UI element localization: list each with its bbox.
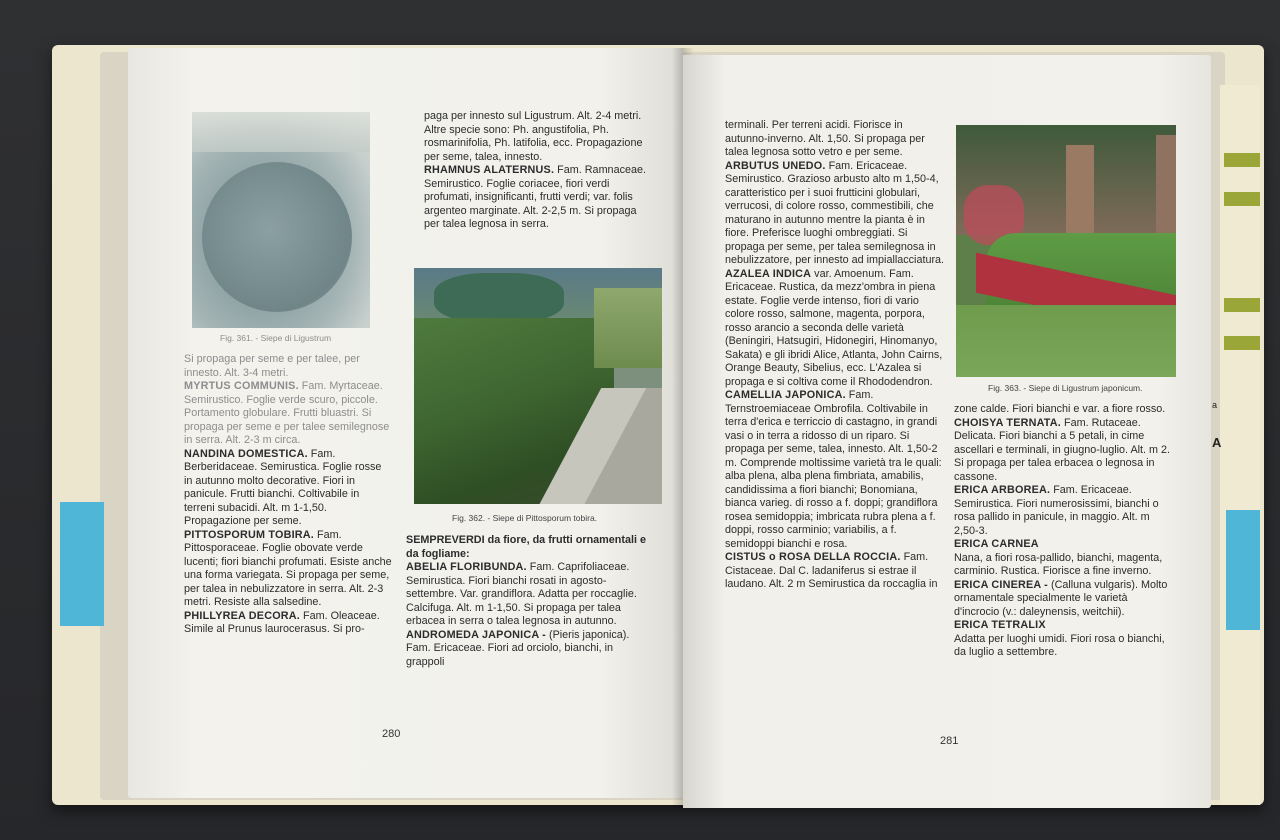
caption-fig-361: Fig. 361. - Siepe di Ligustrum — [220, 333, 332, 343]
section-sempreverdi: SEMPREVERDI da fiore, da frutti ornamentali e da fogliame: — [406, 534, 646, 560]
cover-stripe-1 — [1224, 153, 1260, 167]
entry-myrtus: MYRTUS COMMUNIS. Fam. Myrtaceae. Semirustico. Foglie verde scuro, piccole. Portamento globulare. Frutti bluastri. Si propaga per seme e per talee semilegnose in serra. Alt. 2-3 m circa. — [184, 380, 390, 446]
entry-nandina: NANDINA DOMESTICA. Fam. Berberidaceae. Semirustica. Foglie rosse in autunno molto decorative. Fiori in panicule. Frutti bianchi. Coltivabile in terreni subacidi. Alt. m 1-1,50. Propagazione per seme. — [184, 447, 382, 527]
entry-erica-tetralix: ERICA TETRALIX Adatta per luoghi umidi. Fiori rosa o bianchi, da luglio a settembre. — [954, 619, 1165, 658]
entry-arbutus: ARBUTUS UNEDO. Fam. Ericaceae. Semirustico. Grazioso arbusto alto m 1,50-4, caratteristico per i suoi frutticini globulari, verrucosi, di colore rosso, commestibili, che maturano in autunno mentre la pianta è in fiore. Preferisce luoghi ombreggiati. Si propaga per seme, per talea semilegnosa in nebulizzatore, per innesto ad impiallacciatura. — [725, 159, 945, 266]
right-col-1 — [725, 119, 945, 592]
cover-blue-strip-right — [1226, 510, 1260, 630]
photo-ligustrum-japonicum-hedge — [956, 125, 1176, 377]
photo-ligustrum-bush — [192, 112, 370, 328]
entry-col2-1: Altre specie sono: Ph. angustifolia, Ph. rosmarinifolia, Ph. latifolia, ecc. Propagazione per seme, talea, innesto. — [424, 123, 643, 163]
entry-cistus: CISTUS o ROSA DELLA ROCCIA. Fam. Cistaceae. Dal C. ladaniferus si estrae il laudano. Alt. 2 m Semirustica da roccaglia in — [725, 551, 938, 590]
page-number-right: 281 — [940, 735, 959, 747]
entry-camellia: CAMELLIA JAPONICA. Fam. Ternstroemiaceae Ombrofila. Coltivabile in terra d'erica e terriccio di castagno, in grandi vasi o in terra a ridosso di un riparo. Si propaga per seme, talea, innesto. Alt. 1,50-2 m. Comprende moltissime varietà tra le quali: alba plena, alba plena fimbriata, amabilis, candidissima a fiori bianchi; Bonomiana, bianca varieg. di rosso a f. doppi; grandiflora rosea semidoppia; imbricata rubra plena a f. doppi, rosso carminio; variabilis, a f. semidoppi bianchi e rosa. — [725, 389, 942, 550]
entry-rcol2-0: zone calde. Fiori bianchi e var. a fiore rosso. — [954, 403, 1166, 415]
entry-erica-cinerea: ERICA CINEREA - (Calluna vulgaris). Molto ornamentale specialmente le varietà d'incrocio (v.: daleynensis, weitchii). — [954, 578, 1168, 618]
entry-phillyrea: PHILLYREA DECORA. Fam. Oleaceae. Simile al Prunus laurocerasus. Si pro- — [184, 609, 380, 635]
caption-fig-363: Fig. 363. - Siepe di Ligustrum japonicum. — [988, 383, 1143, 393]
page-number-left: 280 — [382, 728, 401, 740]
cover-blue-strip-left — [60, 502, 104, 626]
entry-andromeda: ANDROMEDA JAPONICA - (Pieris japonica). Fam. Ericaceae. Fiori ad orciolo, bianchi, in grappoli — [406, 628, 630, 668]
left-page — [128, 48, 683, 798]
left-col-2-top — [424, 110, 646, 232]
entry-col1-0: Si propaga per seme e per talee, per innesto. Alt. 3-4 metri. — [184, 353, 360, 379]
caption-fig-362: Fig. 362. - Siepe di Pittosporum tobira. — [452, 513, 598, 523]
entry-erica-carnea: ERICA CARNEA Nana, a fiori rosa-pallido, bianchi, magenta, carminio. Rustica. Fiorisce a fine inverno. — [954, 538, 1163, 577]
cover-stripe-2 — [1224, 192, 1260, 206]
left-col-1 — [184, 353, 392, 637]
entry-erica-arborea: ERICA ARBOREA. Fam. Ericaceae. Semirustica. Fiori numerosissimi, bianchi o rosa pallido in panicule, in maggio. Alt. m 2,50-3. — [954, 484, 1159, 537]
cover-stripe-3 — [1224, 298, 1260, 312]
left-col-2-bottom — [406, 534, 646, 669]
photo-pittosporum-hedge — [414, 268, 662, 504]
entry-choisya: CHOISYA TERNATA. Fam. Rutaceae. Delicata. Fiori bianchi a 5 petali, in cime ascellari e terminali, in giugno-luglio. Alt. m 2. Si propaga per talea erbacea o legnosa in cassone. — [954, 416, 1171, 483]
entry-abelia: ABELIA FLORIBUNDA. Fam. Caprifoliaceae. Semirustica. Fiori bianchi rosati in agosto-settembre. Var. grandiflora. Adatta per roccaglie. Calcifuga. Alt. m 1-1,50. Si propaga per talea erbacea in serra o talea legnosa in autunno. — [406, 561, 637, 627]
entry-col2-0: paga per innesto sul Ligustrum. Alt. 2-4 metri. — [424, 110, 642, 122]
spine-fragment-1: a — [1212, 400, 1218, 410]
spine-fragment-2: A — [1212, 435, 1222, 450]
entry-rhamnus: RHAMNUS ALATERNUS. Fam. Ramnaceae. Semirustico. Foglie coriacee, fiori verdi profumati, insignificanti, frutti verdi; var. folis argenteo marginate. Alt. 2-2,5 m. Si propaga per talea legnosa in serra. — [424, 164, 646, 230]
entry-azalea: AZALEA INDICA var. Amoenum. Fam. Ericaceae. Rustica, da mezz'ombra in piena estate. Foglie verde intenso, fiori di vario colore rosso, salmone, magenta, porpora, rosso arancio a seconda delle varietà (Beningiri, Hatsugiri, Hidonegiri, Hinomanyo, Sakata) e gli ibridi Alice, Atlanta, John Cairns, Orange Beauty, Sibelius, ecc. L'Azalea si propaga e si coltiva come il Rhododendron. — [725, 267, 943, 388]
cover-stripe-4 — [1224, 336, 1260, 350]
entry-pittosporum: PITTOSPORUM TOBIRA. Fam. Pittosporaceae. Foglie obovate verde lucenti; fiori bianchi profumati. Esiste anche una forma variegata. Si propaga per seme, per talea in nebulizzatore in serra. Alt. 2-3 metri. Resiste alla salsedine. — [184, 528, 392, 608]
right-page — [683, 55, 1211, 808]
entry-rcol1-0: terminali. Per terreni acidi. Fiorisce in autunno-inverno. Alt. 1,50. Si propaga per talea legnosa sotto vetro e per seme. — [725, 119, 925, 158]
right-col-2 — [954, 403, 1172, 660]
